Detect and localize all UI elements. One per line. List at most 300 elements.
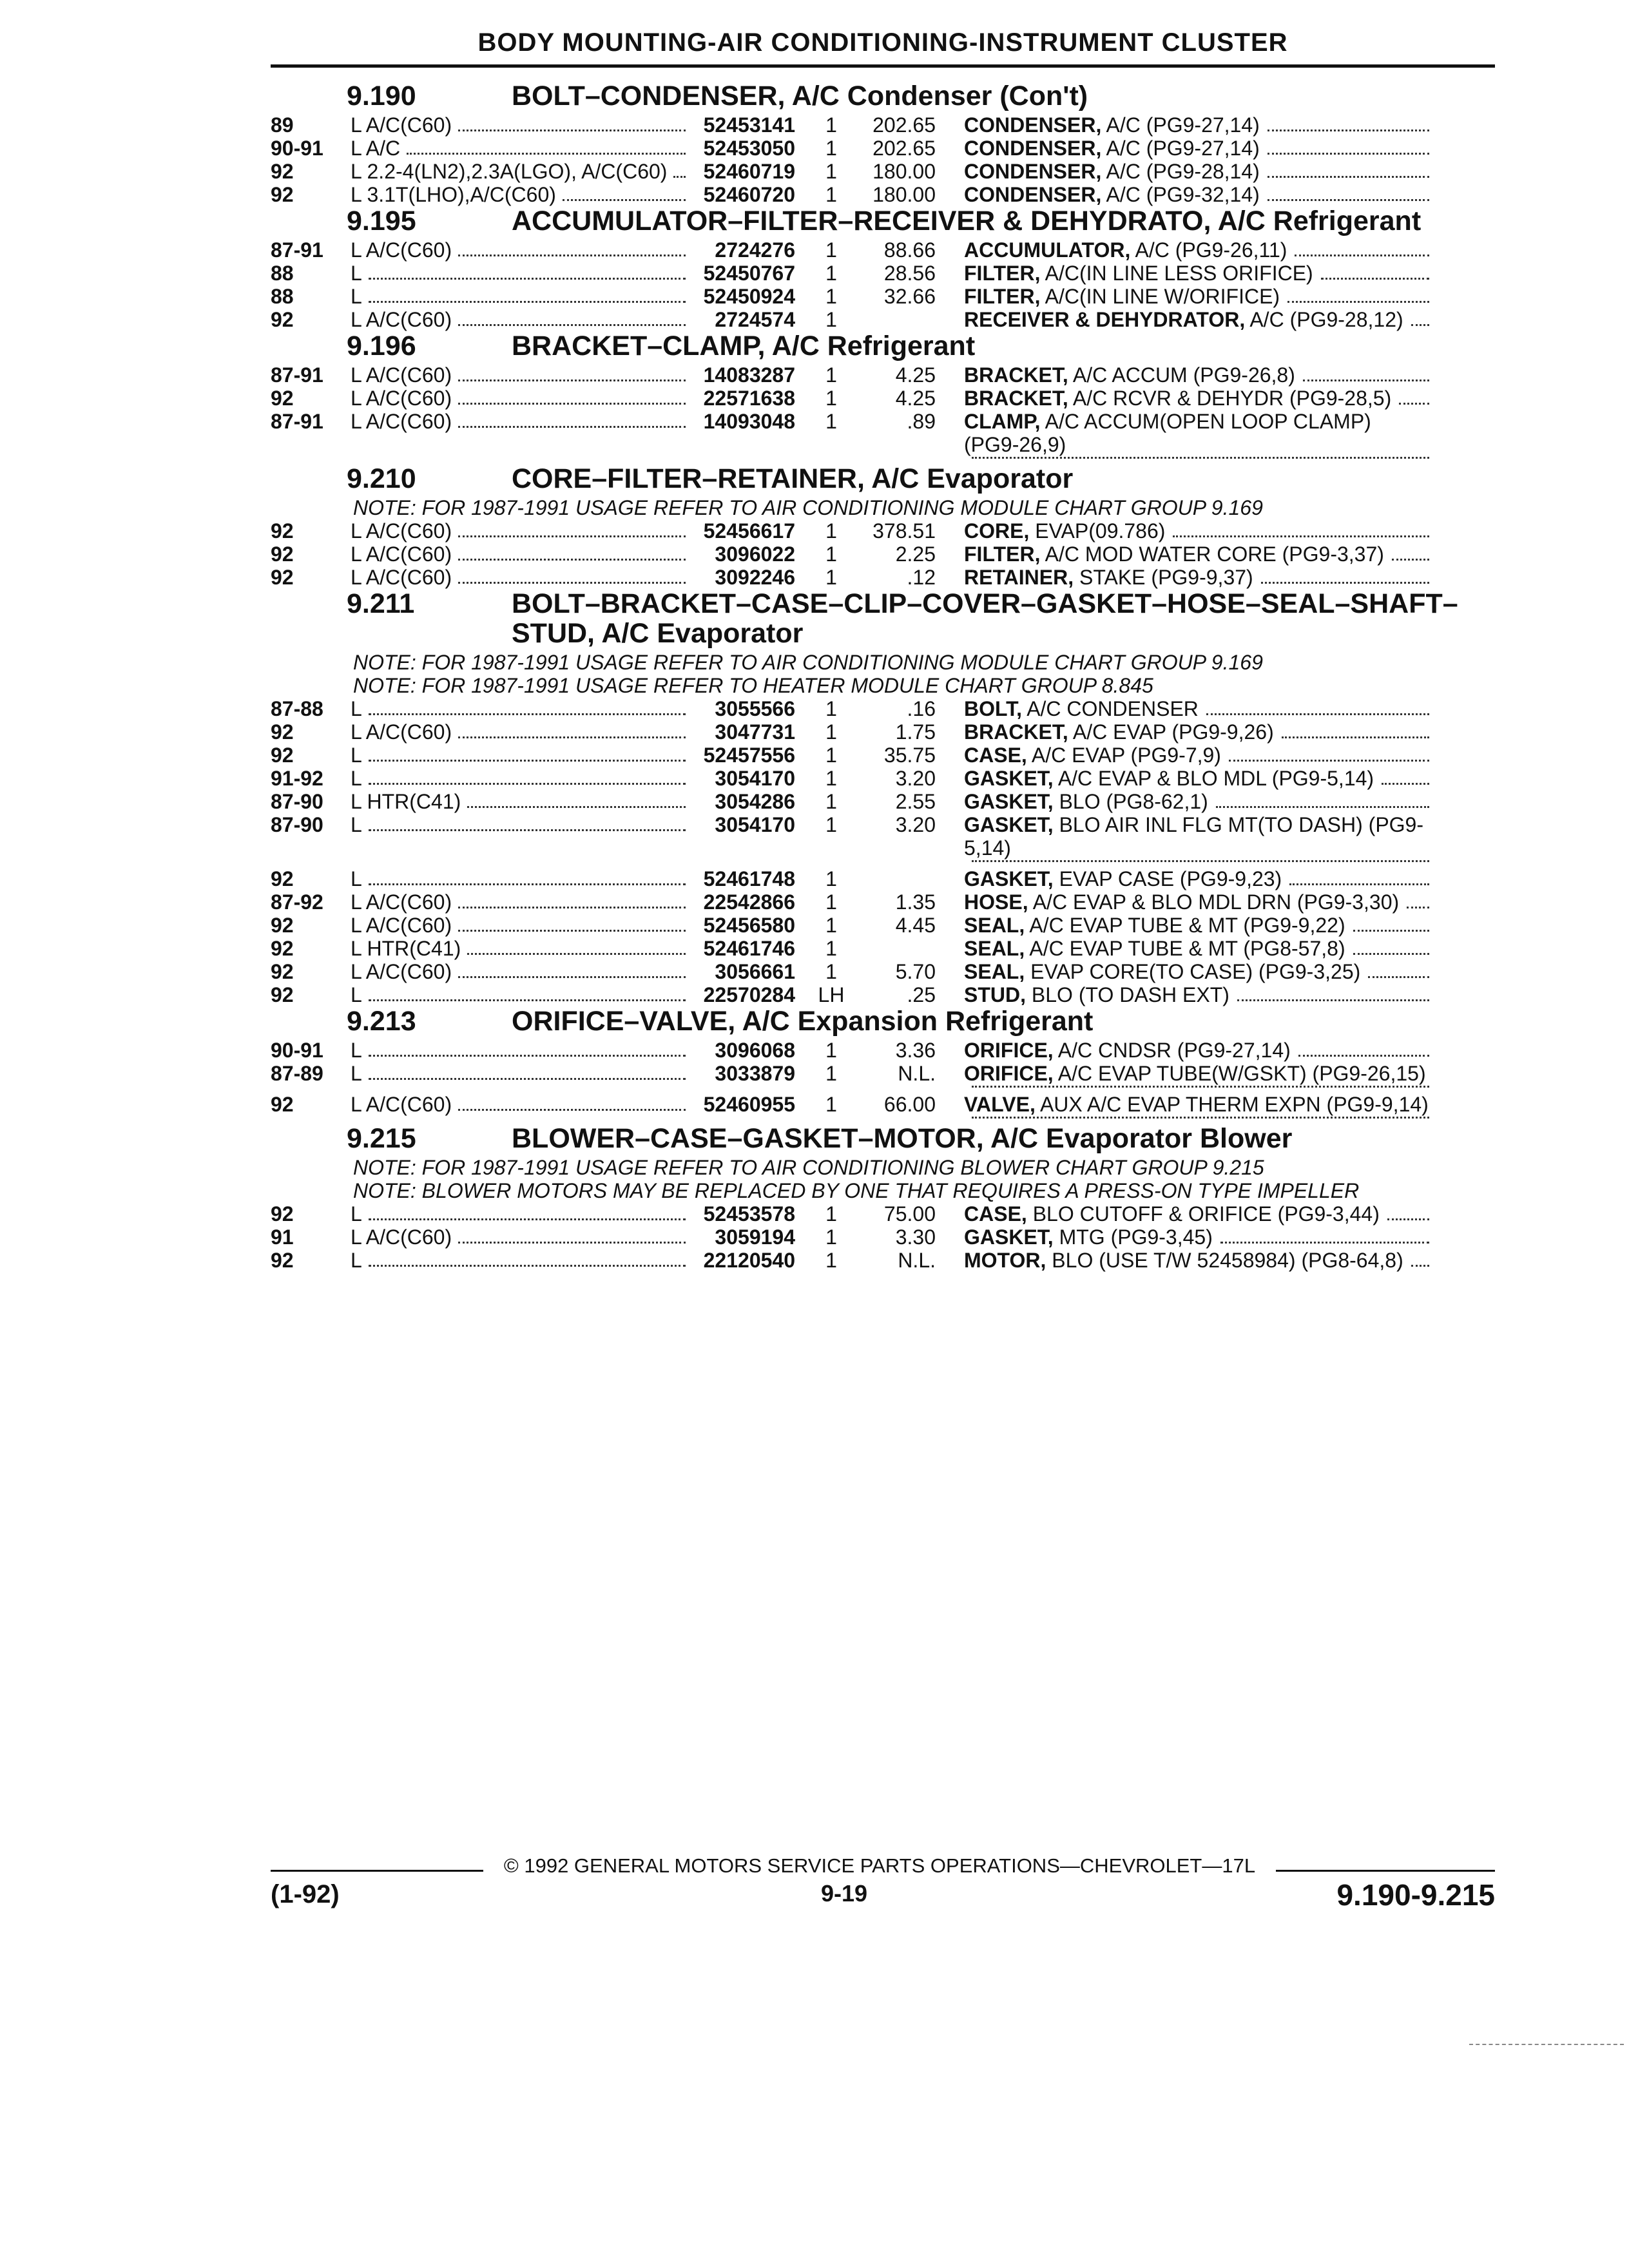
part-name [964,1039,1429,1062]
section-heading [271,1006,1495,1036]
dot-leader [458,975,686,978]
usage-text: L [351,867,362,890]
part-name-wrap [964,744,1429,767]
usage-text: L A/C(C60) [351,308,452,331]
part-name-wrap [964,767,1429,790]
quantity: 1 [825,960,837,983]
model-years: 92 [271,1249,294,1272]
dot-leader [1411,323,1429,326]
section-title: BLOWER–CASE–GASKET–MOTOR, A/C Evaporator Blower [512,1123,1293,1154]
part-number: 52450767 [703,262,795,285]
usage-description [351,410,692,433]
footer-rule-right [1276,1870,1495,1872]
price: N.L. [898,1249,936,1272]
usage-description [351,1202,692,1225]
section-number: 9.190 [347,81,416,111]
dot-leader [1173,535,1429,537]
part-name-wrap [964,890,1429,914]
section-block [271,331,1495,464]
model-years: 90-91 [271,137,323,160]
part-name-detail: A/C EVAP TUBE & MT (PG8-57,8) [1025,937,1345,960]
usage-description [351,867,692,890]
dot-leader [467,952,686,955]
model-years: 91 [271,1225,294,1249]
dot-leader [458,736,686,738]
part-name-bold: FILTER, [964,285,1041,308]
dot-leader [369,759,686,762]
part-name-wrap [964,363,1429,387]
part-name [964,238,1429,262]
model-years: 92 [271,566,294,589]
dot-leader [1282,736,1429,738]
quantity: 1 [825,767,837,790]
part-row [271,937,1495,960]
part-name-wrap [964,1225,1429,1249]
part-row [271,387,1495,410]
part-name-bold: BRACKET, [964,363,1068,387]
part-name-detail: A/C MOD WATER CORE (PG9-3,37) [1040,543,1384,566]
part-name-text [964,137,1260,160]
part-name [964,697,1429,720]
part-name-text [964,566,1253,589]
dot-leader [407,152,686,155]
part-name-text [964,983,1229,1006]
part-name-wrap [964,308,1429,331]
part-row [271,1062,1495,1093]
part-row [271,285,1495,308]
part-name-text [964,813,1429,860]
dot-leader [458,323,686,326]
quantity: 1 [825,410,837,433]
part-row [271,983,1495,1006]
part-name-bold: BRACKET, [964,387,1068,410]
part-row [271,720,1495,744]
part-number: 22542866 [703,890,795,914]
part-name-bold: GASKET, [964,813,1054,836]
usage-text: L A/C(C60) [351,543,452,566]
part-name [964,410,1429,464]
usage-text: L A/C(C60) [351,1225,452,1249]
dot-leader [1407,906,1429,908]
dot-leader [458,558,686,561]
part-name-text [964,238,1287,262]
part-number: 22120540 [703,1249,795,1272]
price: 3.20 [895,813,936,836]
usage-text: L [351,744,362,767]
dot-leader [369,1077,686,1080]
part-number: 22571638 [703,387,795,410]
part-row [271,697,1495,720]
part-name-wrap [964,160,1429,183]
quantity: LH [818,983,845,1006]
part-name-detail: EVAP CORE(TO CASE) (PG9-3,25) [1025,960,1361,983]
part-name-bold: SEAL, [964,960,1025,983]
part-name [964,744,1429,767]
part-name-text [964,744,1221,767]
part-name [964,1202,1429,1225]
dot-leader [369,1054,686,1057]
quantity: 1 [825,308,837,331]
usage-text: L A/C(C60) [351,113,452,137]
section-block [271,589,1495,1006]
part-name-detail: BLO (USE T/W 52458984) (PG8-64,8) [1046,1249,1403,1272]
part-number: 2724574 [715,308,795,331]
section-note: NOTE: FOR 1987-1991 USAGE REFER TO HEATER MODULE CHART GROUP 8.845 [353,674,1153,697]
part-name-text [964,960,1360,983]
usage-text: L A/C [351,137,401,160]
dot-leader [458,402,686,405]
usage-text: L A/C(C60) [351,914,452,937]
model-years: 92 [271,960,294,983]
dot-leader [369,1218,686,1220]
part-name-bold: GASKET, [964,767,1054,790]
usage-text: L [351,262,362,285]
quantity: 1 [825,1062,837,1085]
dot-leader [369,999,686,1001]
quantity: 1 [825,1093,837,1116]
part-name-text [964,285,1280,308]
model-years: 92 [271,387,294,410]
part-row [271,744,1495,767]
dot-leader [458,379,686,381]
usage-description [351,744,692,767]
quantity: 1 [825,363,837,387]
section-block [271,1006,1495,1124]
parts-list [271,81,1495,1272]
part-name-bold: GASKET, [964,867,1054,890]
part-name-detail: A/C ACCUM (PG9-26,8) [1068,363,1295,387]
part-name-wrap [964,697,1429,720]
part-name-detail: A/C (PG9-27,14) [1101,137,1260,160]
part-row [271,543,1495,566]
part-row [271,914,1495,937]
part-name-bold: CASE, [964,744,1027,767]
section-number: 9.196 [347,331,416,361]
dot-leader [458,1241,686,1244]
model-years: 92 [271,519,294,543]
quantity: 1 [825,543,837,566]
part-name [964,960,1429,983]
dot-leader [1268,152,1429,155]
part-number: 52461748 [703,867,795,890]
usage-text: L A/C(C60) [351,890,452,914]
dot-leader [369,277,686,280]
usage-description [351,960,692,983]
part-name-text [964,308,1403,331]
quantity: 1 [825,720,837,744]
quantity: 1 [825,813,837,836]
part-name-bold: CORE, [964,519,1030,543]
usage-description [351,137,692,160]
part-name-text [964,937,1345,960]
part-name-text [964,160,1260,183]
part-name [964,767,1429,790]
usage-description [351,1249,692,1272]
part-row [271,790,1495,813]
dot-leader [1216,805,1429,808]
dot-leader [467,805,686,808]
part-number: 3059194 [715,1225,795,1249]
part-number: 3055566 [715,697,795,720]
part-name [964,519,1429,543]
dot-leader [972,860,1429,862]
usage-description [351,566,692,589]
part-name-wrap [964,1202,1429,1225]
quantity: 1 [825,183,837,206]
price: 28.56 [883,262,936,285]
part-name-detail: A/C ACCUM(OPEN LOOP CLAMP) (PG9-26,9) [964,410,1371,456]
price: 180.00 [872,160,936,183]
page-title: BODY MOUNTING-AIR CONDITIONING-INSTRUMENT CLUSTER [477,28,1288,57]
part-name-detail: A/C EVAP (PG9-9,26) [1068,720,1274,744]
dot-leader [1261,581,1429,584]
quantity: 1 [825,137,837,160]
usage-text: L [351,1249,362,1272]
part-number: 2724276 [715,238,795,262]
part-row [271,566,1495,589]
part-name-detail: A/C EVAP TUBE(W/GSKT) (PG9-26,15) [1053,1062,1426,1085]
price: 4.25 [895,363,936,387]
part-row [271,890,1495,914]
dot-leader [1399,402,1429,405]
part-name-wrap [964,1062,1429,1093]
usage-text: L A/C(C60) [351,1093,452,1116]
part-number: 14093048 [703,410,795,433]
quantity: 1 [825,890,837,914]
usage-description [351,720,692,744]
quantity: 1 [825,867,837,890]
part-row [271,1202,1495,1225]
part-name-text [964,914,1345,937]
part-name [964,285,1429,308]
part-name [964,983,1429,1006]
quantity: 1 [825,262,837,285]
part-name [964,890,1429,914]
part-number: 3092246 [715,566,795,589]
part-number: 22570284 [703,983,795,1006]
part-name-detail: A/C(IN LINE W/ORIFICE) [1040,285,1280,308]
part-name-bold: SEAL, [964,937,1025,960]
model-years: 92 [271,543,294,566]
usage-text: L A/C(C60) [351,363,452,387]
dot-leader [458,535,686,537]
section-note: NOTE: FOR 1987-1991 USAGE REFER TO AIR CONDITIONING BLOWER CHART GROUP 9.215 [353,1156,1264,1179]
part-name-wrap [964,867,1429,890]
usage-text: L A/C(C60) [351,566,452,589]
model-years: 87-90 [271,813,323,836]
model-years: 92 [271,983,294,1006]
usage-text: L A/C(C60) [351,960,452,983]
model-years: 87-92 [271,890,323,914]
part-name-wrap [964,387,1429,410]
usage-text: L A/C(C60) [351,410,452,433]
dot-leader [458,425,686,428]
part-name-detail: A/C RCVR & DEHYDR (PG9-28,5) [1068,387,1392,410]
part-name-text [964,720,1274,744]
part-number: 52456580 [703,914,795,937]
price: 4.25 [895,387,936,410]
model-years: 92 [271,720,294,744]
price: .25 [907,983,936,1006]
part-name [964,1093,1429,1124]
dot-leader [1368,975,1429,978]
part-name-wrap [964,790,1429,813]
part-name-detail: EVAP CASE (PG9-9,23) [1053,867,1282,890]
part-name-detail: A/C EVAP (PG9-7,9) [1027,744,1221,767]
part-name-detail: BLO (PG8-62,1) [1053,790,1208,813]
dot-leader [1387,1218,1429,1220]
part-row [271,1093,1495,1124]
usage-text: L [351,697,362,720]
part-name-bold: CONDENSER, [964,160,1102,183]
part-name-detail: A/C CNDSR (PG9-27,14) [1053,1039,1291,1062]
model-years: 92 [271,914,294,937]
part-row [271,160,1495,183]
price: .12 [907,566,936,589]
part-name-detail: BLO (TO DASH EXT) [1026,983,1229,1006]
quantity: 1 [825,1039,837,1062]
part-number: 3033879 [715,1062,795,1085]
part-name-wrap [964,983,1429,1006]
dot-leader [458,254,686,256]
footer-page-number: 9-19 [820,1880,868,1907]
usage-text: L [351,1039,362,1062]
part-row [271,960,1495,983]
dot-leader [1353,952,1429,955]
usage-text: L [351,285,362,308]
usage-description [351,914,692,937]
quantity: 1 [825,519,837,543]
section-heading [271,81,1495,111]
part-name-text [964,543,1384,566]
dot-leader [1268,129,1429,131]
model-years: 90-91 [271,1039,323,1062]
price: .89 [907,410,936,433]
dot-leader [369,1264,686,1267]
dot-leader [1295,254,1429,256]
part-number: 52460720 [703,183,795,206]
section-block [271,81,1495,206]
dot-leader [1237,999,1429,1001]
price: 66.00 [883,1093,936,1116]
dot-leader [1353,929,1429,932]
part-name-wrap [964,183,1429,206]
dot-leader [458,906,686,908]
model-years: 92 [271,183,294,206]
part-row [271,1249,1495,1272]
part-name-wrap [964,262,1429,285]
usage-description [351,937,692,960]
part-name-wrap [964,137,1429,160]
usage-text: L 3.1T(LHO),A/C(C60) [351,183,556,206]
part-name-wrap [964,720,1429,744]
dot-leader [1392,558,1429,561]
usage-text: L HTR(C41) [351,937,461,960]
part-name [964,137,1429,160]
part-row [271,519,1495,543]
usage-description [351,890,692,914]
price: 180.00 [872,183,936,206]
quantity: 1 [825,744,837,767]
part-name [964,720,1429,744]
dot-leader [369,829,686,831]
dot-leader [369,300,686,303]
part-name-detail: A/C EVAP & BLO MDL (PG9-5,14) [1053,767,1374,790]
quantity: 1 [825,387,837,410]
part-name [964,113,1429,137]
part-row [271,813,1495,867]
part-name-detail: A/C (PG9-32,14) [1101,183,1260,206]
price: 88.66 [883,238,936,262]
part-name-text [964,790,1208,813]
part-name-bold: CASE, [964,1202,1027,1225]
part-number: 3056661 [715,960,795,983]
part-row [271,113,1495,137]
price: 2.55 [895,790,936,813]
section-block [271,206,1495,331]
part-number: 14083287 [703,363,795,387]
usage-description [351,308,692,331]
footer-date-code: (1-92) [271,1880,340,1908]
part-name-bold: VALVE, [964,1093,1036,1116]
usage-description [351,238,692,262]
part-name-text [964,890,1399,914]
quantity: 1 [825,1225,837,1249]
part-name-bold: MOTOR, [964,1249,1046,1272]
part-name-bold: GASKET, [964,1225,1054,1249]
quantity: 1 [825,566,837,589]
price: N.L. [898,1062,936,1085]
part-name-wrap [964,1249,1429,1272]
price: 1.75 [895,720,936,744]
part-name [964,183,1429,206]
part-name-detail: A/C (PG9-26,11) [1130,238,1287,262]
part-number: 52453141 [703,113,795,137]
price: 3.20 [895,767,936,790]
footer-group-range: 9.190-9.215 [1336,1878,1495,1912]
section-heading [271,1124,1495,1153]
usage-text: L A/C(C60) [351,238,452,262]
part-name-bold: FILTER, [964,543,1041,566]
dot-leader [369,883,686,885]
part-name-text [964,1249,1403,1272]
section-title: ORIFICE–VALVE, A/C Expansion Refrigerant [512,1006,1094,1037]
section-number: 9.195 [347,206,416,236]
usage-text: L [351,983,362,1006]
dot-leader [673,175,686,178]
part-name [964,937,1429,960]
part-row [271,1225,1495,1249]
part-name-detail: BLO AIR INL FLG MT(TO DASH) (PG9-5,14) [964,813,1423,860]
part-name-bold: CONDENSER, [964,113,1102,137]
price: 32.66 [883,285,936,308]
dot-leader [1268,175,1429,178]
part-name-detail: A/C CONDENSER [1022,697,1199,720]
part-name-bold: HOSE, [964,890,1028,914]
model-years: 88 [271,262,294,285]
part-number: 52460955 [703,1093,795,1116]
section-heading [271,331,1495,361]
model-years: 88 [271,285,294,308]
quantity: 1 [825,1202,837,1225]
part-name [964,1249,1429,1272]
part-name-text [964,1093,1429,1116]
part-number: 3054170 [715,813,795,836]
usage-description [351,1093,692,1116]
part-name-bold: ACCUMULATOR, [964,238,1131,262]
part-name [964,160,1429,183]
usage-description [351,1225,692,1249]
